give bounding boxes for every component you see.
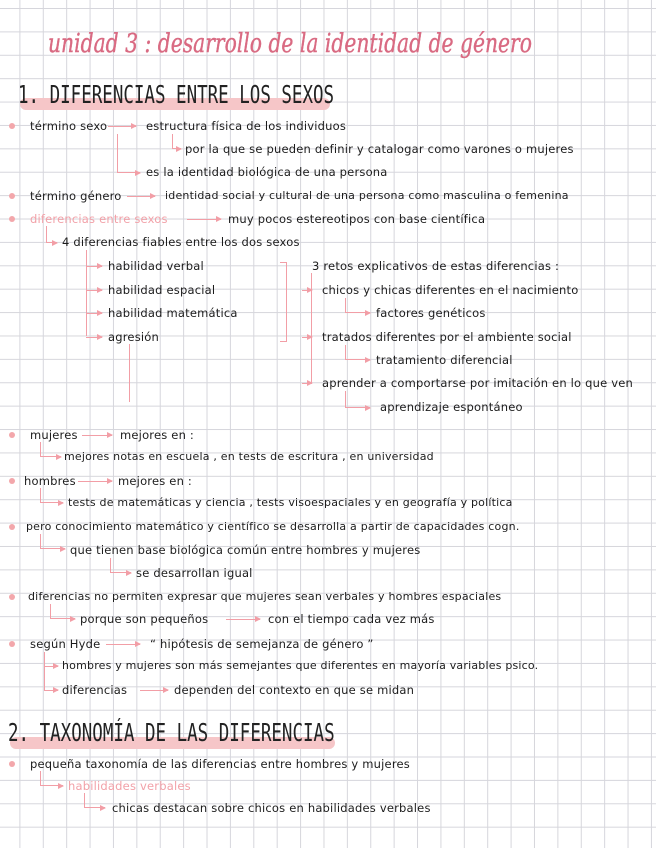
arrow-icon bbox=[117, 134, 140, 173]
term-gender-definition: identidad social y cultural de una persona como masculina o femenina bbox=[165, 189, 569, 202]
connector-line bbox=[129, 344, 130, 402]
hyde-label: según Hyde bbox=[30, 637, 101, 651]
knowledge-note: pero conocimiento matemático y científico se desarrolla a partir de capacidades cogn. bbox=[26, 520, 520, 533]
explanation-2: tratados diferentes por el ambiente social bbox=[322, 330, 572, 344]
explanation-1: chicos y chicas diferentes en el nacimiento bbox=[322, 283, 579, 297]
arrow-icon bbox=[187, 219, 221, 220]
term-sex: término sexo bbox=[30, 119, 108, 133]
arrow-icon bbox=[302, 290, 312, 291]
bullet bbox=[9, 594, 15, 600]
arrow-icon bbox=[40, 488, 63, 503]
connector-line bbox=[86, 250, 87, 336]
women-better: mejores en : bbox=[120, 428, 194, 442]
arrow-icon bbox=[44, 690, 58, 691]
arrow-icon bbox=[86, 290, 102, 291]
bullet bbox=[9, 123, 15, 129]
bracket bbox=[280, 262, 287, 342]
list-item: habilidad matemática bbox=[108, 306, 238, 320]
arrow-icon bbox=[106, 644, 140, 645]
hyde-hypothesis: “ hipótesis de semejanza de género ” bbox=[150, 637, 374, 651]
arrow-icon bbox=[50, 604, 75, 619]
arrow-icon bbox=[345, 298, 370, 313]
arrow-icon bbox=[345, 391, 370, 408]
explanations-title: 3 retos explicativos de estas diferencias : bbox=[312, 259, 560, 273]
develop-equal: se desarrollan igual bbox=[136, 566, 253, 580]
term-gender: término género bbox=[30, 189, 122, 203]
arrow-icon bbox=[86, 313, 102, 314]
section-1-heading: 1. DIFERENCIAS ENTRE LOS SEXOS bbox=[18, 80, 335, 109]
differences-description: muy pocos estereotipos con base científica bbox=[228, 212, 486, 226]
arrow-icon bbox=[84, 793, 105, 808]
arrow-icon bbox=[78, 481, 112, 482]
arrow-icon bbox=[302, 337, 312, 338]
explanation-1-sub: factores genéticos bbox=[376, 306, 486, 320]
arrow-icon bbox=[40, 534, 65, 549]
connector-line bbox=[44, 652, 45, 690]
taxonomy-detail: chicas destacan sobre chicos en habilidades verbales bbox=[112, 801, 431, 815]
because-small: porque son pequeños bbox=[80, 612, 209, 626]
list-item: agresión bbox=[108, 330, 160, 344]
arrow-icon bbox=[110, 558, 131, 573]
arrow-icon bbox=[226, 619, 260, 620]
men-detail: tests de matemáticas y ciencia , tests visoespaciales y en geografía y política bbox=[68, 496, 513, 509]
men-better: mejores en : bbox=[118, 474, 192, 488]
arrow-icon bbox=[86, 337, 102, 338]
arrow-icon bbox=[302, 383, 312, 384]
arrow-icon bbox=[86, 266, 102, 267]
arrow-icon bbox=[345, 345, 370, 360]
arrow-icon bbox=[40, 771, 63, 786]
arrow-icon bbox=[172, 134, 181, 149]
term-sex-sub1: por la que se pueden definir y catalogar como varones o mujeres bbox=[185, 142, 574, 156]
explanation-3-sub: aprendizaje espontáneo bbox=[380, 400, 523, 414]
term-sex-definition: estructura física de los individuos bbox=[146, 119, 347, 133]
bullet bbox=[9, 761, 15, 767]
hyde-point-2-a: diferencias bbox=[62, 683, 128, 697]
arrow-icon bbox=[82, 435, 112, 436]
four-differences: 4 diferencias fiables entre los dos sexos bbox=[62, 235, 300, 249]
taxonomy-sub: habilidades verbales bbox=[68, 779, 191, 793]
bullet bbox=[9, 216, 15, 222]
term-sex-sub2: es la identidad biológica de una persona bbox=[146, 165, 388, 179]
page-title: unidad 3 : desarrollo de la identidad de género bbox=[48, 29, 532, 59]
men-label: hombres bbox=[24, 474, 76, 488]
bullet bbox=[9, 478, 15, 484]
differences-note: diferencias no permiten expresar que mujeres sean verbales y hombres espaciales bbox=[28, 590, 502, 603]
section-2-heading: 2. TAXONOMÍA DE LAS DIFERENCIAS bbox=[8, 718, 335, 747]
arrow-icon bbox=[140, 690, 168, 691]
differences-label: diferencias entre sexos bbox=[30, 212, 168, 226]
over-time: con el tiempo cada vez más bbox=[268, 612, 435, 626]
taxonomy-intro: pequeña taxonomía de las diferencias entre hombres y mujeres bbox=[30, 757, 410, 771]
bullet bbox=[9, 641, 15, 647]
arrow-icon bbox=[40, 442, 61, 457]
explanation-3: aprender a comportarse por imitación en lo que ven bbox=[322, 376, 634, 390]
arrow-icon bbox=[46, 226, 57, 243]
hyde-point-2-b: dependen del contexto en que se midan bbox=[174, 683, 415, 697]
women-detail: mejores notas en escuela , en tests de escritura , en universidad bbox=[64, 450, 434, 463]
hyde-point-1: hombres y mujeres son más semejantes que diferentes en mayoría variables psico. bbox=[62, 659, 539, 672]
women-label: mujeres bbox=[30, 428, 78, 442]
list-item: habilidad verbal bbox=[108, 259, 204, 273]
common-base: que tienen base biológica común entre hombres y mujeres bbox=[70, 543, 421, 557]
list-item: habilidad espacial bbox=[108, 283, 216, 297]
arrow-icon bbox=[108, 126, 136, 127]
bullet bbox=[9, 432, 15, 438]
arrow-icon bbox=[127, 196, 155, 197]
explanation-2-sub: tratamiento diferencial bbox=[376, 353, 513, 367]
bullet bbox=[9, 524, 15, 530]
arrow-icon bbox=[44, 666, 58, 667]
bullet bbox=[9, 193, 15, 199]
